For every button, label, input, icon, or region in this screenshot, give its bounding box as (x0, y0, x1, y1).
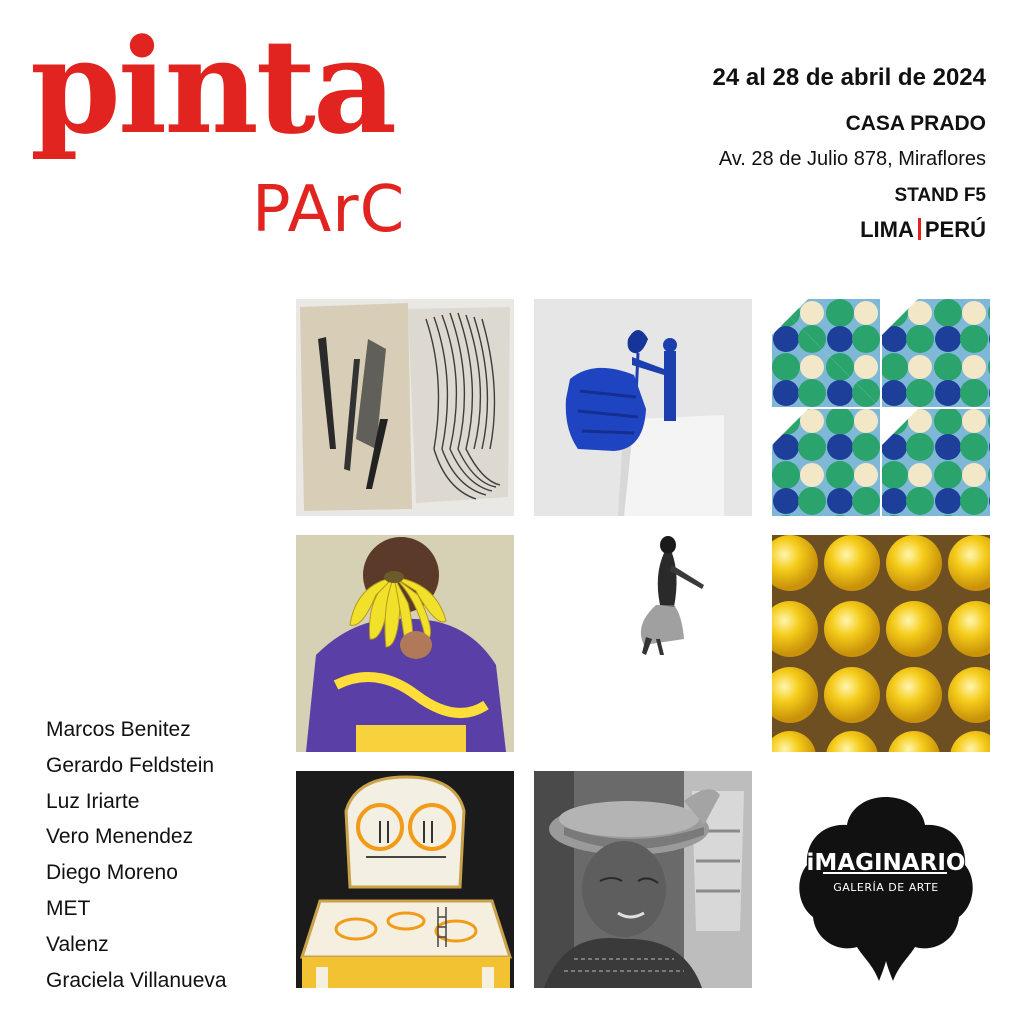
artist-list (46, 712, 227, 998)
artist-name: Gerardo Feldstein (46, 753, 215, 777)
artwork-yellow-spheres (772, 535, 990, 752)
artist-name: Graciela Villanueva (46, 968, 227, 992)
imaginario-gallery-logo (797, 793, 975, 981)
artist-name: MET (46, 896, 91, 920)
parc-logo: PArC (252, 173, 406, 247)
gallery-subtitle: GALERÍA DE ARTE (833, 881, 939, 894)
event-info (712, 64, 986, 243)
event-stand: STAND F5 (894, 185, 986, 206)
country-name: PERÚ (924, 217, 986, 242)
event-venue: CASA PRADO (845, 112, 986, 135)
artist-name: Vero Menendez (46, 825, 194, 849)
gallery-name: iMAGINARIO (806, 850, 966, 876)
artwork-bananas (296, 535, 514, 752)
artwork-blue-hand (534, 299, 752, 516)
event-dates: 24 al 28 de abril de 2024 (712, 64, 986, 91)
artist-name: Luz Iriarte (46, 789, 140, 813)
artwork-circles-pattern (772, 299, 990, 516)
event-address: Av. 28 de Julio 878, Miraflores (718, 148, 986, 170)
artist-name: Valenz (46, 932, 109, 956)
artist-name: Marcos Benitez (46, 718, 191, 741)
artwork-painted-chair (296, 771, 514, 988)
event-location (712, 217, 986, 243)
artwork-dancer (534, 535, 752, 752)
artwork-woman-headwrap (534, 771, 752, 988)
city-name: LIMA (860, 217, 914, 242)
artwork-ink-fabric (296, 299, 514, 516)
location-separator (918, 218, 921, 240)
artist-name: Diego Moreno (46, 861, 178, 885)
pinta-logo: pinta (30, 10, 395, 163)
